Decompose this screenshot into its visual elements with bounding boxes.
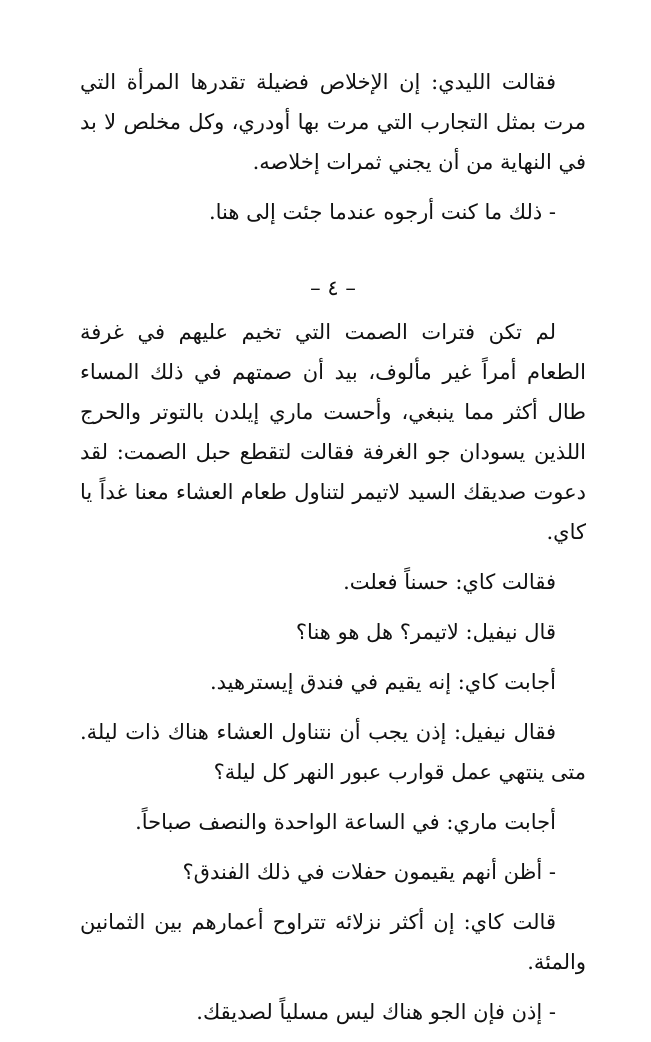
paragraph-9: - أظن أنهم يقيمون حفلات في ذلك الفندق؟ [182,860,556,884]
paragraph-4: فقالت كاي: حسناً فعلت. [343,570,556,594]
paragraph-2: - ذلك ما كنت أرجوه عندما جئت إلى هنا. [208,200,556,224]
paragraph-11: - إذن فإن الجو هناك ليس مسلياً لصديقك. [196,1000,556,1024]
paragraph-6: أجابت كاي: إنه يقيم في فندق إيسترهيد. [209,670,556,694]
paragraph-7: فقال نيفيل: إذن يجب أن نتناول العشاء هناك ذات ليلة. متى ينتهي عمل قوارب عبور النهر كل ليلة؟ [80,720,586,784]
paragraph-10: قالت كاي: إن أكثر نزلائه تتراوح أعمارهم بين الثمانين والمئة. [80,910,586,974]
paragraph-1: فقالت الليدي: إن الإخلاص فضيلة تقدرها المرأة التي مرت بمثل التجارب التي مرت بها أودري، وكل مخلص لا بد في النهاية من أن يجني ثمرات إخلاصه. [80,70,586,174]
paragraph-5: قال نيفيل: لاتيمر؟ هل هو هنا؟ [295,620,556,644]
paragraph-3: لم تكن فترات الصمت التي تخيم عليهم في غرفة الطعام أمراً غير مألوف، بيد أن صمتهم في ذلك المساء طال أكثر مما ينبغي، وأحست ماري إيلدن بالتوتر والحرج اللذين يسودان جو الغرفة فقالت لتقطع حبل الصمت: لقد دعوت صديقك السيد لاتيمر لتناول طعام العشاء معنا غداً يا كاي. [80,320,586,544]
book-page [80,62,586,1042]
section-number: – ٤ – [310,276,356,300]
paragraph-8: أجابت ماري: في الساعة الواحدة والنصف صباحاً. [135,810,556,834]
